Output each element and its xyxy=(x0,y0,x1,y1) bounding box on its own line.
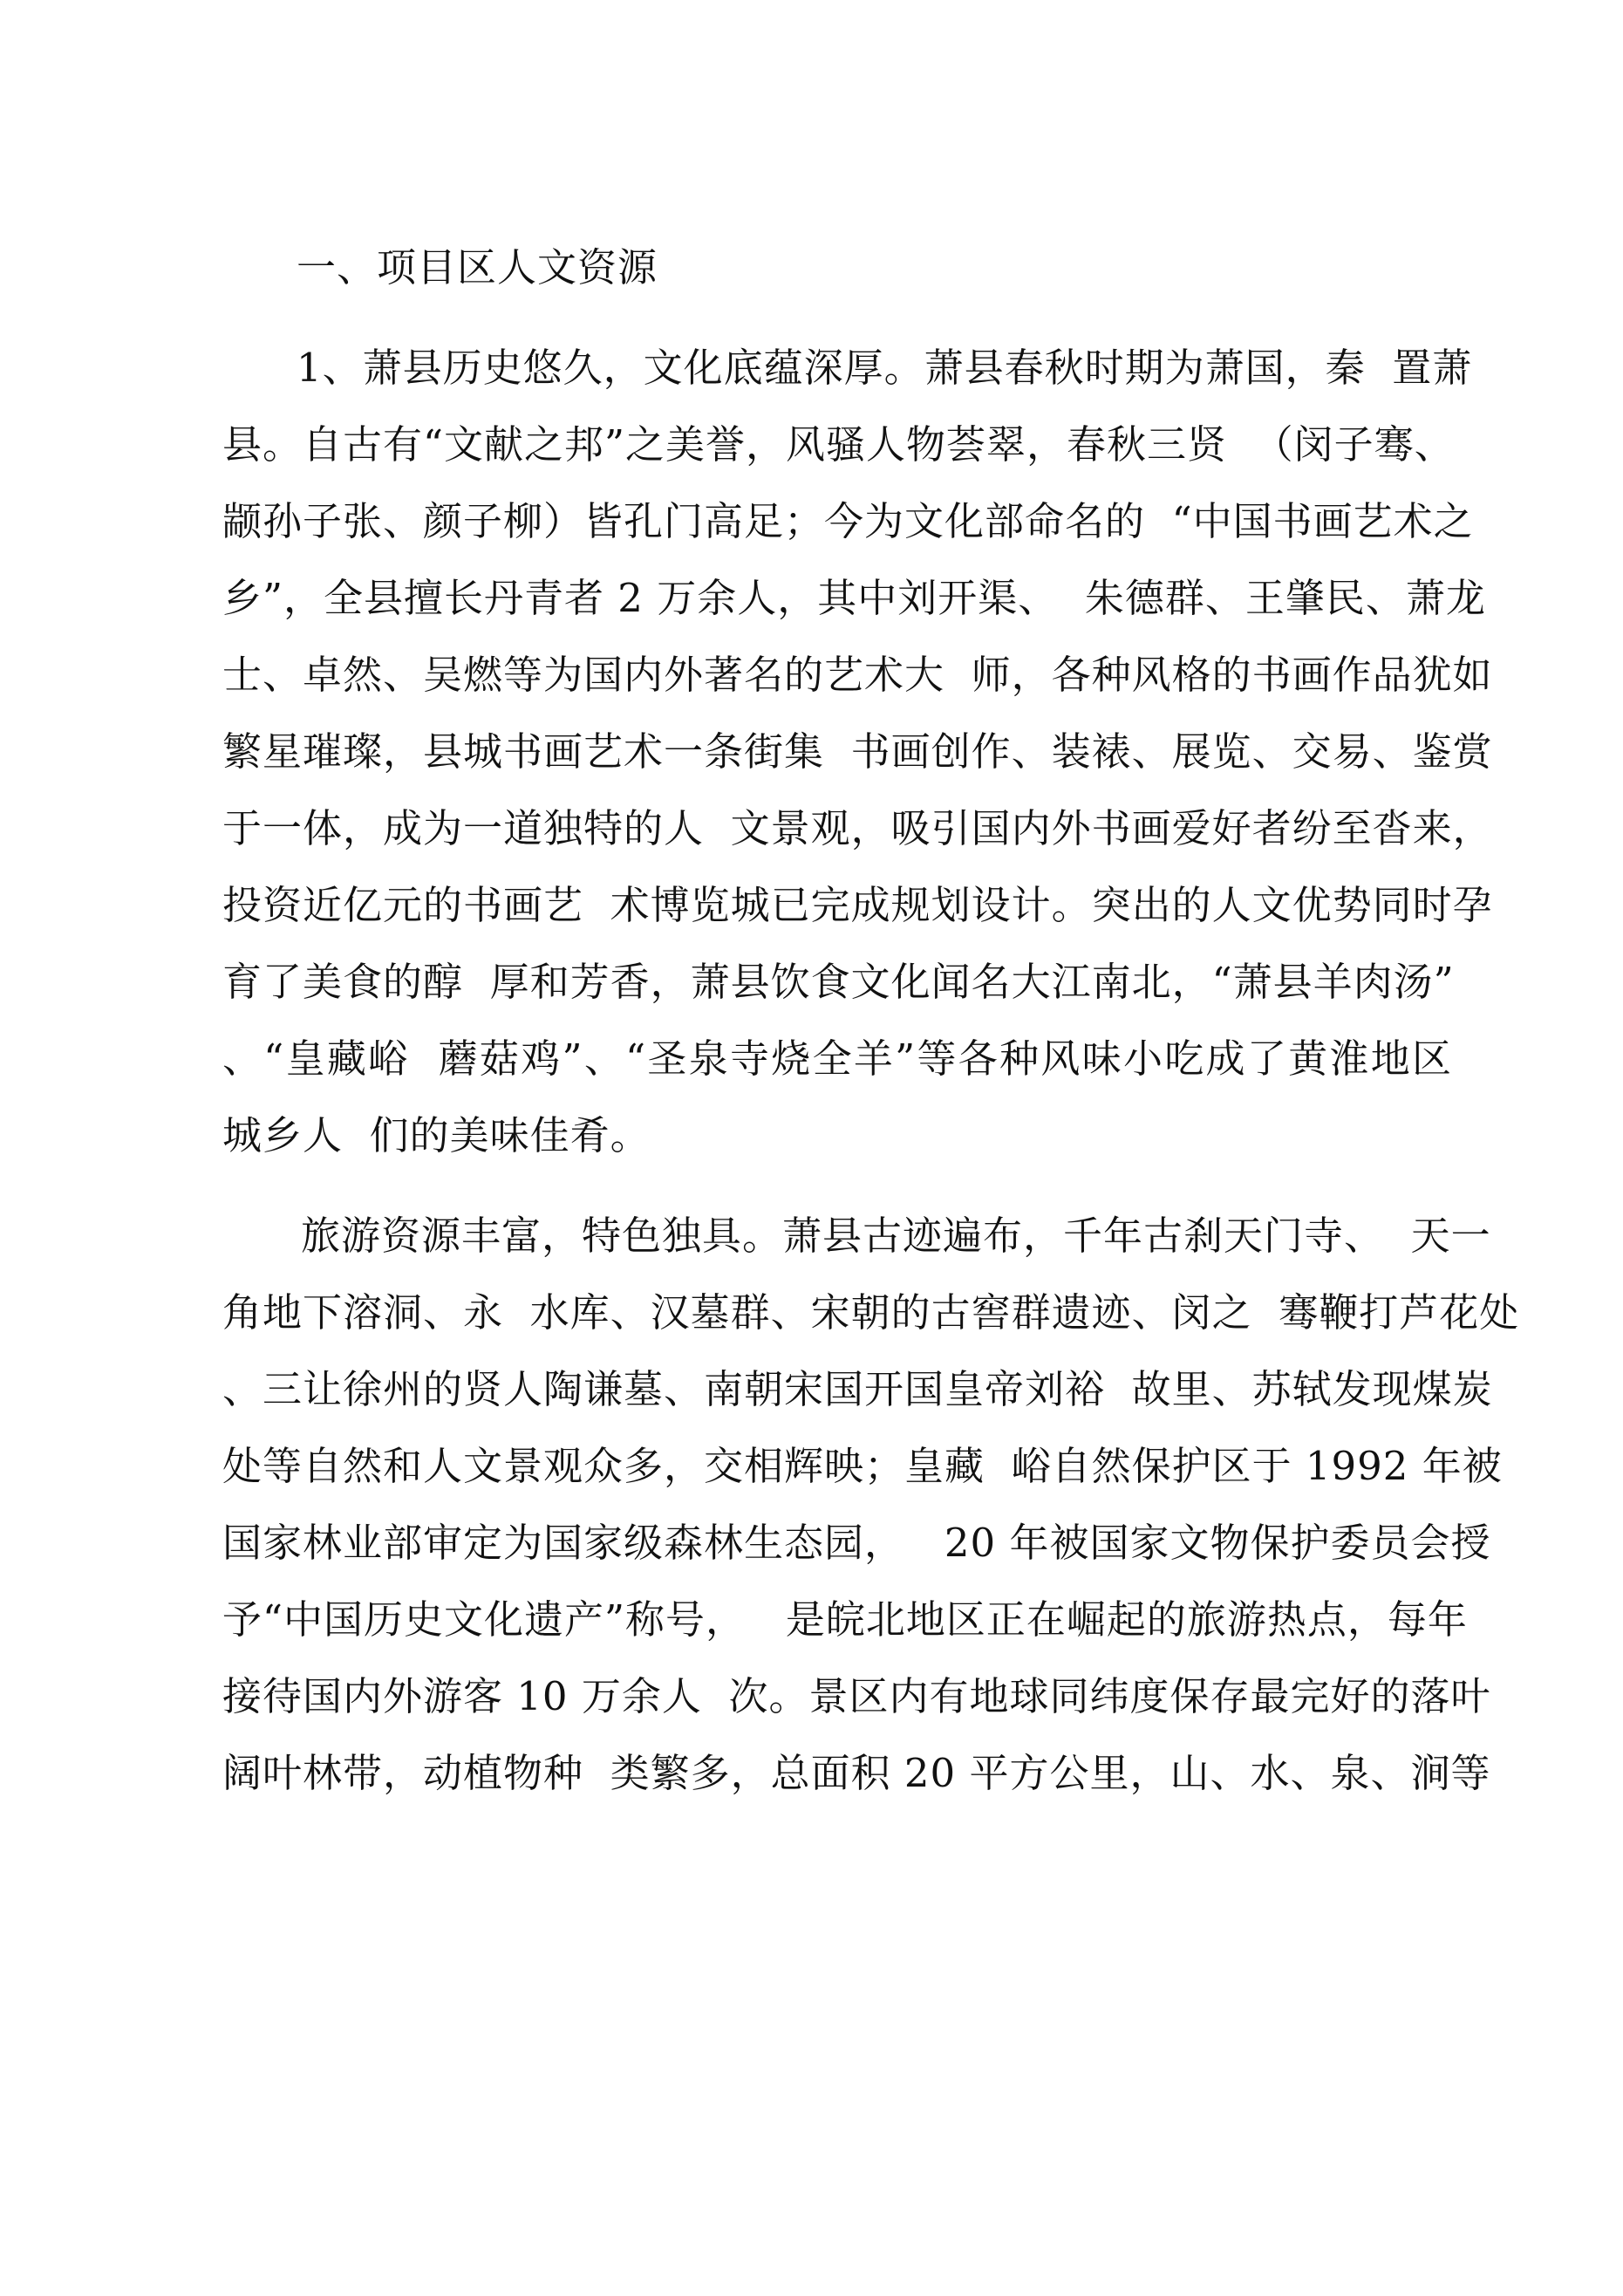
paragraph-line: 阔叶林带，动植物种 类繁多，总面积 20 平方公里，山、水、泉、涧等 xyxy=(222,1750,1491,1796)
paragraph-line: 国家林业部审定为国家级森林生态园， 20 年被国家文物保护委员会授 xyxy=(222,1520,1491,1566)
paragraph-line: 城乡人 们的美味佳肴。 xyxy=(222,1112,651,1158)
paragraph-line: 、三让徐州的贤人陶谦墓、南朝宋国开国皇帝刘裕 故里、苏轼发现煤炭 xyxy=(222,1366,1493,1412)
paragraph-line: 于一体，成为一道独特的人 文景观，吸引国内外书画爱好者纷至沓来， xyxy=(222,805,1493,851)
paragraph-line: 1、萧县历史悠久，文化底蕴深厚。萧县春秋时期为萧国，秦 置萧 xyxy=(297,345,1473,391)
paragraph-line: 士、卓然、吴燃等为国内外著名的艺术大 师，各种风格的书画作品犹如 xyxy=(222,652,1493,698)
paragraph-line: 旅游资源丰富，特色独具。萧县古迹遍布，千年古刹天门寺、 天一 xyxy=(301,1213,1491,1259)
section-heading: 一、项目区人文资源 xyxy=(297,244,658,290)
paragraph-line: 投资近亿元的书画艺 术博览城已完成规划设计。突出的人文优势同时孕 xyxy=(222,882,1493,928)
paragraph-line: 予“中国历史文化遗产”称号， 是皖北地区正在崛起的旅游热点，每年 xyxy=(222,1596,1468,1643)
paragraph-line: 、“皇藏峪 蘑菇鸡”、“圣泉寺烧全羊”等各种风味小吃成了黄淮地区 xyxy=(222,1035,1452,1082)
paragraph-line: 颛孙子张、颜子柳）皆孔门高足；今为文化部命名的 “中国书画艺术之 xyxy=(222,498,1474,544)
paragraph-line: 接待国内外游客 10 万余人 次。景区内有地球同纬度保存最完好的落叶 xyxy=(222,1673,1491,1719)
paragraph-line: 县。自古有“文献之邦”之美誉，风骚人物荟翠，春秋三贤 （闵子骞、 xyxy=(222,421,1455,468)
paragraph-line: 乡”，全县擅长丹青者 2 万余人，其中刘开渠、 朱德群、王肇民、萧龙 xyxy=(222,575,1486,621)
paragraph-line: 育了美食的醇 厚和芳香，萧县饮食文化闻名大江南北，“萧县羊肉汤” xyxy=(222,959,1455,1005)
paragraph-line: 处等自然和人文景观众多，交相辉映；皇藏 峪自然保护区于 1992 年被 xyxy=(222,1443,1503,1489)
paragraph-line: 角地下溶洞、永 水库、汉墓群、宋朝的古窖群遗迹、闵之 骞鞭打芦花处 xyxy=(222,1289,1520,1336)
paragraph-line: 繁星璀璨，县城书画艺术一条街集 书画创作、装裱、展览、交易、鉴赏 xyxy=(222,728,1493,775)
